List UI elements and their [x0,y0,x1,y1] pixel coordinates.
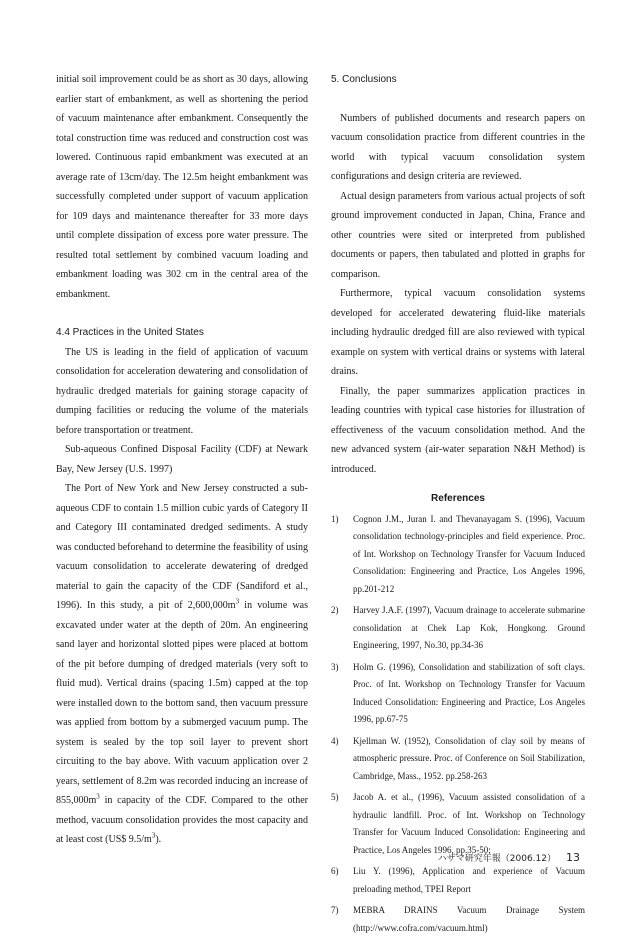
paragraph: Actual design parameters from various actual projects of soft ground improvement conducted in Japan, China, France and other countries were sited or interpreted from published documents or papers, then tabulated and plotted in graphs for comparison. [331,190,585,280]
reference-item: 6) Liu Y. (1996), Application and experience of Vacuum preloading method, TPEI Report [331,866,585,894]
reference-item: 1) Cognon J.M., Juran I. and Thevanayagam S. (1996), Vacuum consolidation technology-principles and field experience. Proc. of Int. Workshop on Technology Transfer for Vacuum Induced Consolidation: Engineering and Practice, Los Angeles 1996, pp.201-212 [331,513,585,594]
reference-item: 5) Jacob A. et al., (1996), Vacuum assisted consolidation of a hydraulic landfill. Proc. of Int. Workshop on Technology Transfer for Vacuum Induced Consolidation: Engineering and Practice, Los Angeles 1996, pp.35-50; [331,792,585,855]
journal-title: ハザマ研究年報（2006.12） [437,854,556,864]
left-column [56,70,308,850]
reference-item: 4) Kjellman W. (1952), Consolidation of clay soil by means of atmospheric pressure. Proc. of Conference on Soil Stabilization, Cambridge, Mass., 1952. pp.258-263 [331,735,585,781]
paragraph: Numbers of published documents and research papers on vacuum consolidation practice from different countries in the world with typical vacuum consolidation system configurations and design criteria are reviewed. [331,112,585,182]
page-number: 13 [566,851,580,864]
reference-item: 3) Holm G. (1996), Consolidation and stabilization of soft clays. Proc. of Int. Workshop on Technology Transfer for Vacuum Induced Consolidation: Engineering and Practice, Los Angeles 1996, pp.67-75 [331,661,585,724]
section-heading-conclusions: 5. Conclusions [331,74,397,85]
paragraph: The Port of New York and New Jersey constructed a sub-aqueous CDF to contain 1.5 million cubic yards of Category II and Category III contaminated dredged sediments. A study was conducted beforehand to determine the feasibility of using vacuum consolidation to accelerate dewatering of dredged material to gain the capacity of the CDF (Sandiford et al., 1996). In this study, a pit of $2,600,000m^3$ in volume was excavated under water at the depth of 20m. An engineering sand layer and horizontal slotted pipes were placed at bottom of the pit before dumping of dredged materials (very soft to fluid mud). Vertical drains (spacing 1.5m) capped at the top were installed down to the bottom sand, then vacuum pressure was applied from bottom by a submerged vacuum pump. The system is sealed by the top soil layer to prevent short circuiting to the bay above. With vacuum application over 2 years, settlement of 8.2m was recorded inducing an increase of $855,000m^3$ in capacity of the CDF. Compared to the other method, vacuum consolidation provides the most capacity and at least cost (US$ $9.5/m^3$). [56,483,309,845]
references-heading: References [431,493,485,504]
reference-item: 2) Harvey J.A.F. (1997), Vacuum drainage to accelerate submarine consolidation at Chek Lap Kok, Hongkong. Ground Engineering, 1997, No.30, pp.34-36 [331,605,585,650]
reference-list [331,511,585,938]
paragraph: Furthermore, typical vacuum consolidation systems developed for accelerated dewatering fluid-like materials including hydraulic dredged fill are also reviewed with typical example on system with vertical drains or systems with lateral drains. [331,288,585,377]
paragraph: Sub-aqueous Confined Disposal Facility (CDF) at Newark Bay, New Jersey (U.S. 1997) [56,444,308,475]
page-footer [438,851,580,864]
right-column [331,70,585,941]
paragraph: initial soil improvement could be as short as 30 days, allowing earlier start of embankment, as well as shortening the period of vacuum maintenance after embankment. Consequently the total construction time was reduced and construction cost was lowered. Continuous rapid embankment was executed at an average rate of 13cm/day. The 12.5m height embankment was successfully completed under support of vacuum application for 109 days and maintenance thereafter for 33 more days until complete dissipation of excess pore water pressure. The resulted total settlement by combined vacuum loading and embankment loading was 302 cm in the central area of the embankment. [56,74,308,300]
paragraph: Finally, the paper summarizes application practices in leading countries with typical case histories for illustration of effectiveness of the vacuum consolidation method. And the new advanced system (air-water separation N&H Method) is introduced. [331,385,585,475]
paragraph: The US is leading in the field of application of vacuum consolidation for acceleration dewatering and consolidation of hydraulic dredged materials for gaining storage capacity of dumping facilities or reducing the volume of the materials before transportation or treatment. [56,346,308,436]
section-heading-4-4: 4.4 Practices in the United States [56,327,204,338]
reference-item: 7) MEBRA DRAINS Vacuum Drainage System (http://www.cofra.com/vacuum.html) [331,905,585,933]
